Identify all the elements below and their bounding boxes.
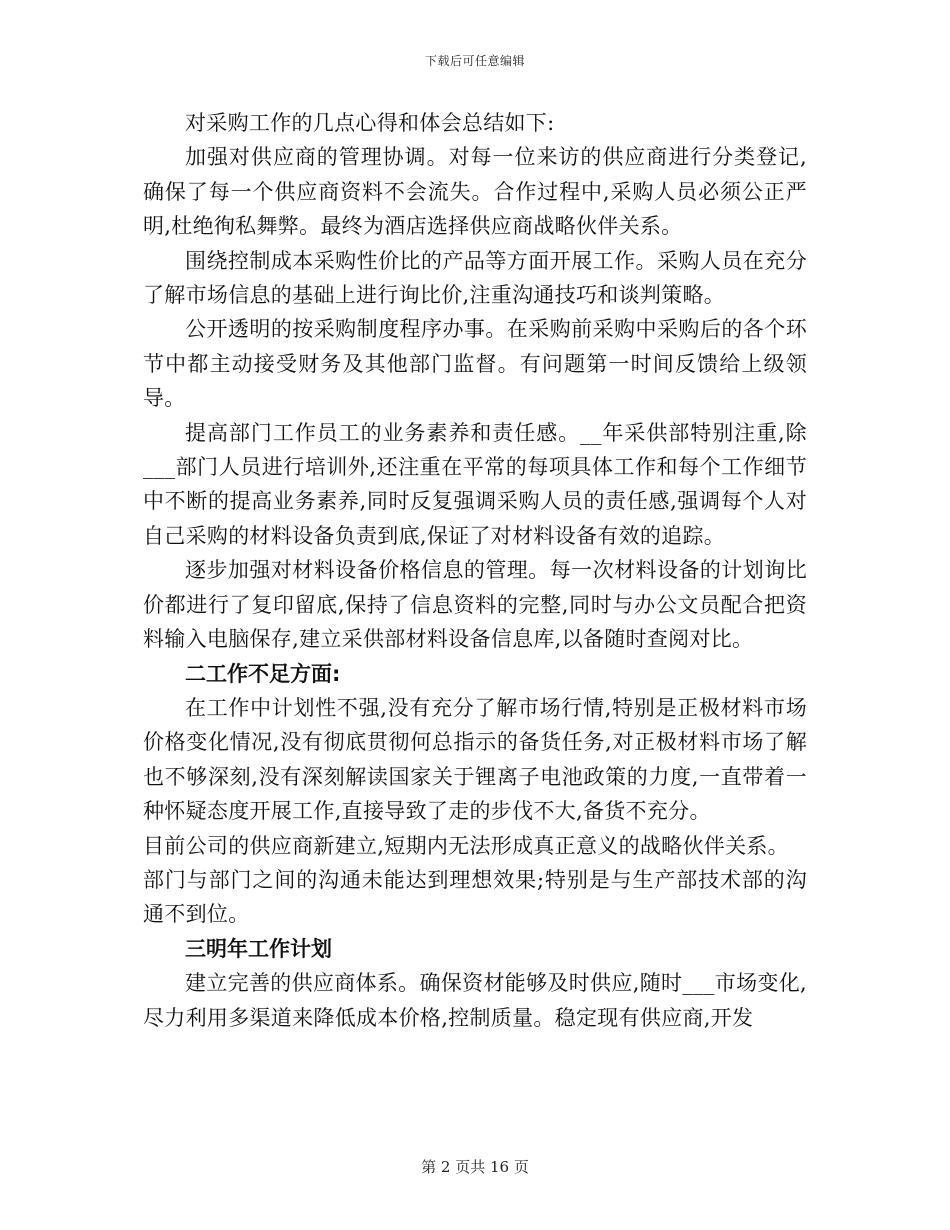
- paragraph-staff-training: 提高部门工作员工的业务素养和责任感。__年采供部特别注重,除___部门人员进行培训外,还注重在平常的每项具体工作和每个工作细节中不断的提高业务素养,同时反复强调采购人员的责任感,强调每个人对自己采购的材料设备负责到底,保证了对材料设备有效的追踪。: [143, 420, 807, 548]
- section-heading-next-year-plan: 三明年工作计划: [185, 936, 332, 961]
- paragraph-transparency: 公开透明的按采购制度程序办事。在采购前采购中采购后的各个环节中都主动接受财务及其他部门监督。有问题第一时间反馈给上级领导。: [143, 317, 807, 411]
- document-body: [143, 106, 807, 1035]
- paragraph-intro: 对采购工作的几点心得和体会总结如下:: [185, 111, 555, 135]
- section-heading-shortcomings: 二工作不足方面:: [185, 661, 341, 686]
- paragraph-planning-weakness: 在工作中计划性不强,没有充分了解市场行情,特别是正极材料市场价格变化情况,没有彻底贯彻何总指示的备货任务,对正极材料市场了解也不够深刻,没有深刻解读国家关于锂离子电池政策的力度,一直带着一种怀疑态度开展工作,直接导致了走的步伐不大,备货不充分。: [143, 695, 807, 824]
- page-header: 下载后可任意编辑: [424, 54, 525, 68]
- paragraph-supplier-management: 加强对供应商的管理协调。对每一位来访的供应商进行分类登记,确保了每一个供应商资料不会流失。合作过程中,采购人员必须公正严明,杜绝徇私舞弊。最终为酒店选择供应商战略伙伴关系。: [143, 145, 807, 239]
- paragraph-price-info: 逐步加强对材料设备价格信息的管理。每一次材料设备的计划询比价都进行了复印留底,保持了信息资料的完整,同时与办公文员配合把资料输入电脑保存,建立采供部材料设备信息库,以备随时查阅对比。: [143, 558, 807, 652]
- paragraph-communication: 部门与部门之间的沟通未能达到理想效果;特别是与生产部技术部的沟通不到位。: [143, 867, 807, 927]
- page-footer: 第 2 页共 16 页: [421, 1158, 529, 1176]
- paragraph-cost-control: 围绕控制成本采购性价比的产品等方面开展工作。采购人员在充分了解市场信息的基础上进行询比价,注重沟通技巧和谈判策略。: [143, 248, 807, 308]
- paragraph-supplier-new: 目前公司的供应商新建立,短期内无法形成真正意义的战略伙伴关系。: [143, 833, 789, 858]
- paragraph-supplier-system: 建立完善的供应商体系。确保资材能够及时供应,随时___市场变化,尽力利用多渠道来降低成本价格,控制质量。稳定现有供应商,开发: [143, 971, 807, 1030]
